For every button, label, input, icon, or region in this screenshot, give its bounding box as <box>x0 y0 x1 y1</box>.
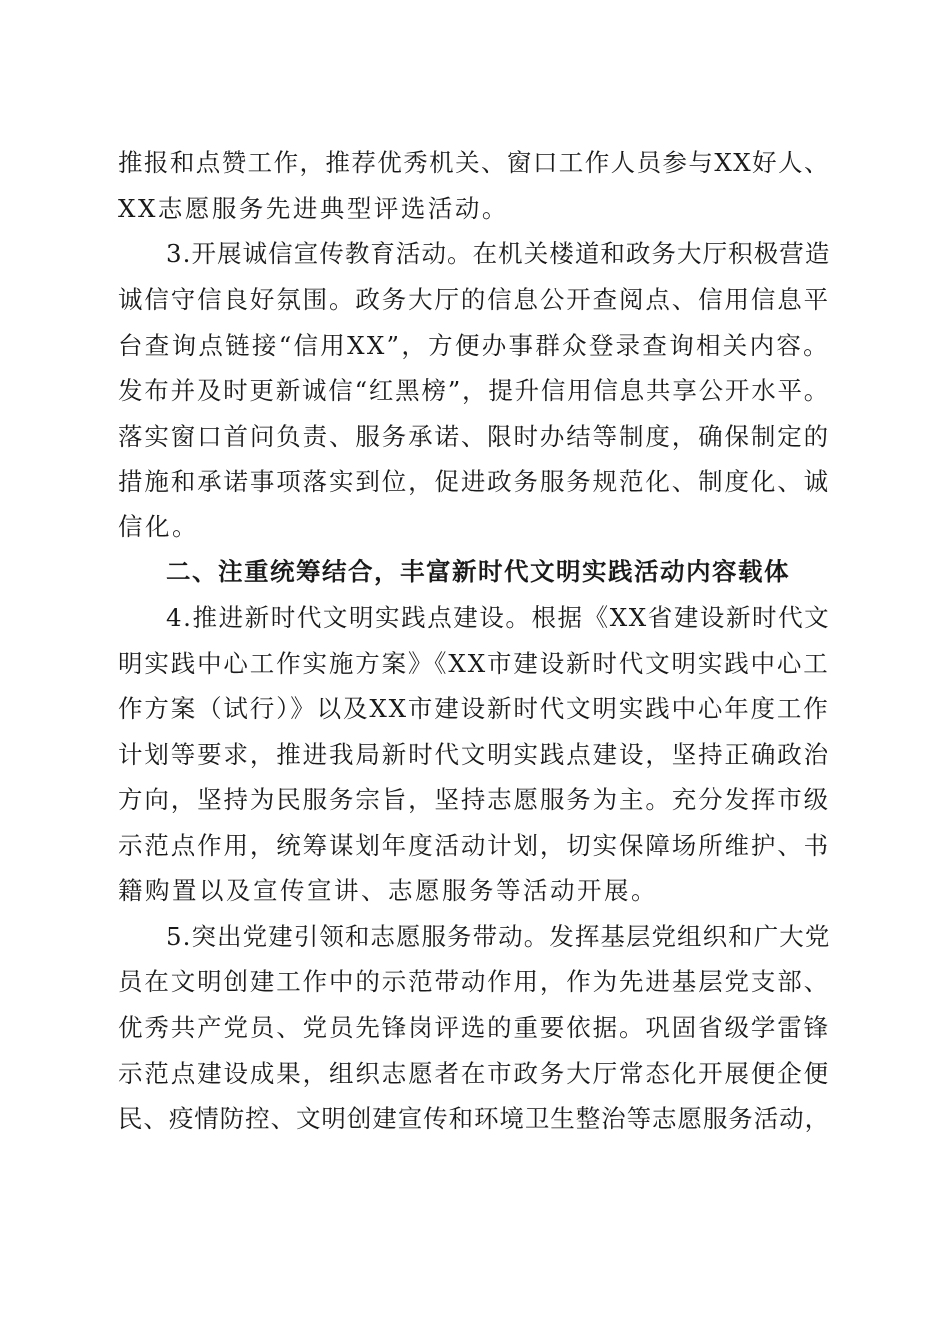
text-line-17: 籍购置以及宣传宣讲、志愿服务等活动开展。 <box>118 876 658 905</box>
section-heading: 二、注重统筹结合，丰富新时代文明实践活动内容载体 <box>166 557 790 586</box>
text-line-21: 示范点建设成果，组织志愿者在市政务大厅常态化开展便企便 <box>118 1059 830 1088</box>
text-line-2: XX志愿服务先进典型评选活动。 <box>118 194 509 223</box>
text-line-15: 方向，坚持为民服务宗旨，坚持志愿服务为主。充分发挥市级 <box>118 785 830 814</box>
text-line-8: 措施和承诺事项落实到位，促进政务服务规范化、制度化、诚 <box>118 467 830 496</box>
text-line-1: 推报和点赞工作，推荐优秀机关、窗口工作人员参与XX好人、 <box>118 148 830 177</box>
text-line-6: 发布并及时更新诚信“红黑榜”，提升信用信息共享公开水平。 <box>118 376 831 405</box>
paragraph-3-start: 3.开展诚信宣传教育活动。在机关楼道和政务大厅积极营造 <box>166 239 831 268</box>
text-line-9: 信化。 <box>118 512 199 541</box>
text-line-5: 台查询点链接“信用XX”，方便办事群众登录查询相关内容。 <box>118 331 830 360</box>
text-line-12: 明实践中心工作实施方案》《XX市建设新时代文明实践中心工 <box>118 649 830 678</box>
paragraph-4-start: 4.推进新时代文明实践点建设。根据《XX省建设新时代文 <box>166 603 831 632</box>
text-line-4: 诚信守信良好氛围。政务大厅的信息公开查阅点、信用信息平 <box>118 285 830 314</box>
text-line-16: 示范点作用，统筹谋划年度活动计划，切实保障场所维护、书 <box>118 831 830 860</box>
text-line-7: 落实窗口首问负责、服务承诺、限时办结等制度，确保制定的 <box>118 422 830 451</box>
text-line-19: 员在文明创建工作中的示范带动作用，作为先进基层党支部、 <box>118 967 830 996</box>
text-line-20: 优秀共产党员、党员先锋岗评选的重要依据。巩固省级学雷锋 <box>118 1013 830 1042</box>
text-line-22: 民、疫情防控、文明创建宣传和环境卫生整治等志愿服务活动， <box>118 1104 830 1133</box>
paragraph-5-start: 5.突出党建引领和志愿服务带动。发挥基层党组织和广大党 <box>166 922 831 951</box>
text-line-13: 作方案（试行）》以及XX市建设新时代文明实践中心年度工作 <box>118 694 830 723</box>
text-line-14: 计划等要求，推进我局新时代文明实践点建设，坚持正确政治 <box>118 740 830 769</box>
